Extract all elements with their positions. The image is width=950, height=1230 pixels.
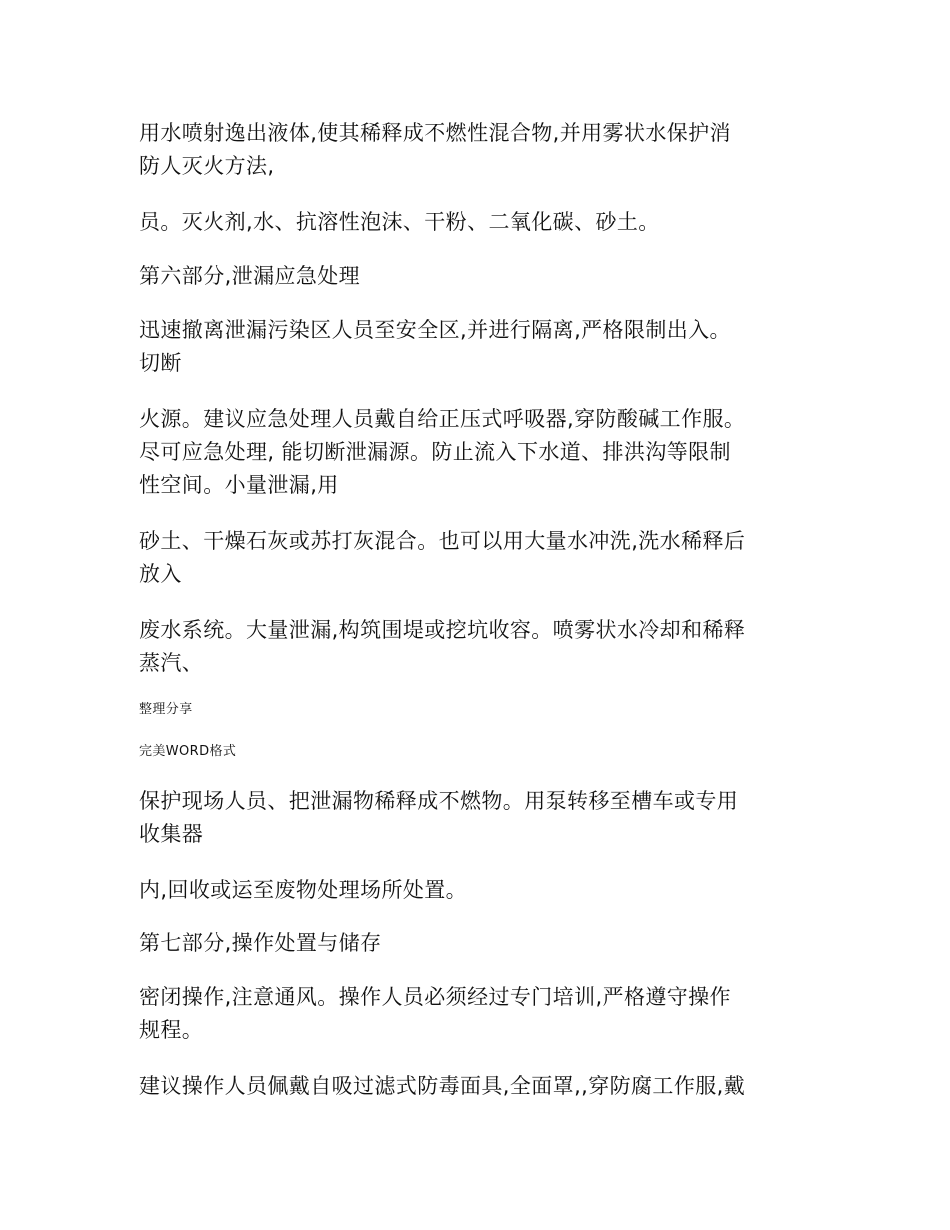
section-heading-7: 第七部分,操作处置与储存	[139, 931, 382, 955]
paragraph-3: 迅速撤离泄漏污染区人员至安全区,并进行隔离,严格限制出入。 切断	[139, 318, 731, 375]
page-header-note: 完美WORD格式	[139, 744, 237, 759]
paragraph-9: 密闭操作,注意通风。操作人员必须经过专门培训,严格遵守操作 规程。	[139, 985, 731, 1042]
section-heading-6: 第六部分,泄漏应急处理	[139, 264, 361, 288]
paragraph-8: 内,回收或运至废物处理场所处置。	[139, 878, 468, 902]
paragraph-10: 建议操作人员佩戴自吸过滤式防毒面具,全面罩,,穿防腐工作服,戴	[139, 1074, 746, 1098]
paragraph-6: 废水系统。大量泄漏,构筑围堤或挖坑收容。喷雾状水冷却和稀释 蒸汽、	[139, 618, 746, 675]
paragraph-1: 用水喷射逸出液体,使其稀释成不燃性混合物,并用雾状水保护消 防人灭火方法,	[139, 121, 731, 178]
paragraph-7: 保护现场人员、把泄漏物稀释成不燃物。用泵转移至槽车或专用 收集器	[139, 789, 739, 846]
page-footer-note: 整理分享	[139, 702, 193, 717]
paragraph-5: 砂土、干燥石灰或苏打灰混合。也可以用大量水冲洗,洗水稀释后 放入	[139, 529, 746, 586]
paragraph-2: 员。灭火剂,水、抗溶性泡沫、干粉、二氧化碳、砂土。	[139, 210, 660, 234]
paragraph-4: 火源。建议应急处理人员戴自给正压式呼吸器,穿防酸碱工作服。 尽可应急处理, 能切断泄漏源。防止流入下水道、排洪沟等限制 性空间。小量泄漏,用	[139, 407, 746, 497]
